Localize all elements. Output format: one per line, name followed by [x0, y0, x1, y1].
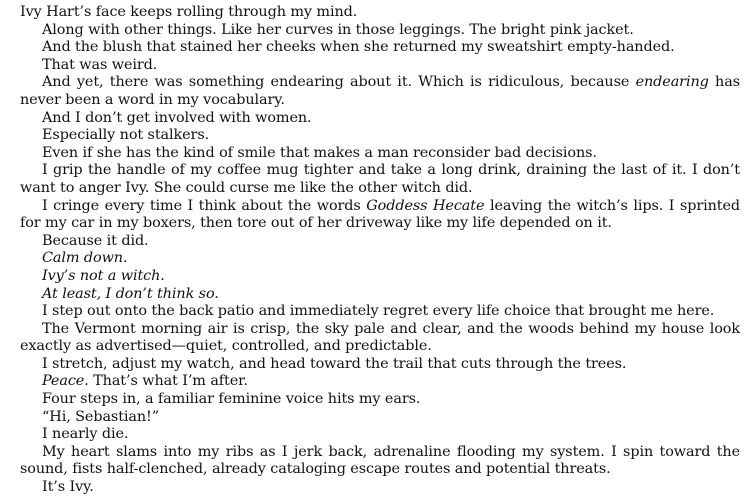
paragraph [20, 356, 740, 374]
italic-text: Calm down. [42, 250, 128, 267]
paragraph [20, 286, 740, 304]
paragraph [20, 145, 740, 163]
paragraph [20, 303, 740, 321]
text-run: Even if she has the kind of smile that makes a man reconsider bad decisions. [42, 144, 597, 161]
italic-text: Ivy’s not a witch. [42, 267, 165, 284]
text-run: And I don’t get involved with women. [42, 109, 312, 126]
text-run: That was weird. [42, 56, 158, 73]
paragraph [20, 198, 740, 233]
paragraph [20, 479, 740, 497]
text-body [20, 4, 740, 497]
text-run: I stretch, adjust my watch, and head toward the trail that cuts through the trees. [42, 355, 627, 372]
text-run: And yet, there was something endearing about it. Which is ridiculous, because [42, 74, 636, 91]
text-run: has never been a word in my vocabulary. [20, 74, 740, 108]
paragraph [20, 321, 740, 356]
paragraph [20, 110, 740, 128]
text-run: It’s Ivy. [42, 479, 94, 496]
paragraph [20, 391, 740, 409]
text-run: Especially not stalkers. [42, 127, 210, 144]
paragraph [20, 373, 740, 391]
paragraph [20, 39, 740, 57]
paragraph [20, 268, 740, 286]
text-run: “Hi, Sebastian!” [42, 408, 159, 425]
text-run: I grip the handle of my coffee mug tighter and take a long drink, draining the last of it. I don’t want to anger Ivy. She could curse me like the other witch did. [20, 162, 740, 196]
text-run: I nearly die. [42, 426, 129, 443]
paragraph [20, 409, 740, 427]
text-run: Ivy Hart’s face keeps rolling through my mind. [20, 4, 358, 20]
paragraph [20, 22, 740, 40]
paragraph [20, 426, 740, 444]
text-run: That’s what I’m after. [88, 373, 248, 390]
paragraph [20, 233, 740, 251]
paragraph [20, 444, 740, 479]
paragraph [20, 4, 740, 22]
paragraph [20, 250, 740, 268]
text-run: I cringe every time I think about the words [42, 197, 367, 214]
paragraph [20, 74, 740, 109]
paragraph [20, 57, 740, 75]
paragraph [20, 162, 740, 197]
paragraph [20, 127, 740, 145]
text-run: leaving the witch’s lips. I sprinted for my car in my boxers, then tore out of her driveway like my life depended on it. [20, 197, 740, 232]
italic-text: Goddess Hecate [366, 197, 485, 214]
text-run: And the blush that stained her cheeks when she returned my sweatshirt empty-handed. [42, 39, 675, 56]
text-run: I step out onto the back patio and immediately regret every life choice that brought me here. [42, 303, 715, 320]
text-run: Because it did. [42, 232, 149, 249]
italic-text: Peace. [42, 373, 89, 390]
text-run: My heart slams into my ribs as I jerk back, adrenaline flooding my system. I spin toward the sound, fists half-clenched, already cataloging escape routes and potential threats. [20, 443, 740, 478]
text-run: Four steps in, a familiar feminine voice hits my ears. [42, 391, 421, 408]
text-run: The Vermont morning air is crisp, the sky pale and clear, and the woods behind my house look exactly as advertised—quiet, controlled, and predictable. [20, 320, 740, 355]
italic-text: endearing [635, 74, 709, 91]
italic-text: At least, I don’t think so. [42, 285, 219, 302]
text-run: Along with other things. Like her curves in those leggings. The bright pink jacket. [42, 21, 634, 38]
